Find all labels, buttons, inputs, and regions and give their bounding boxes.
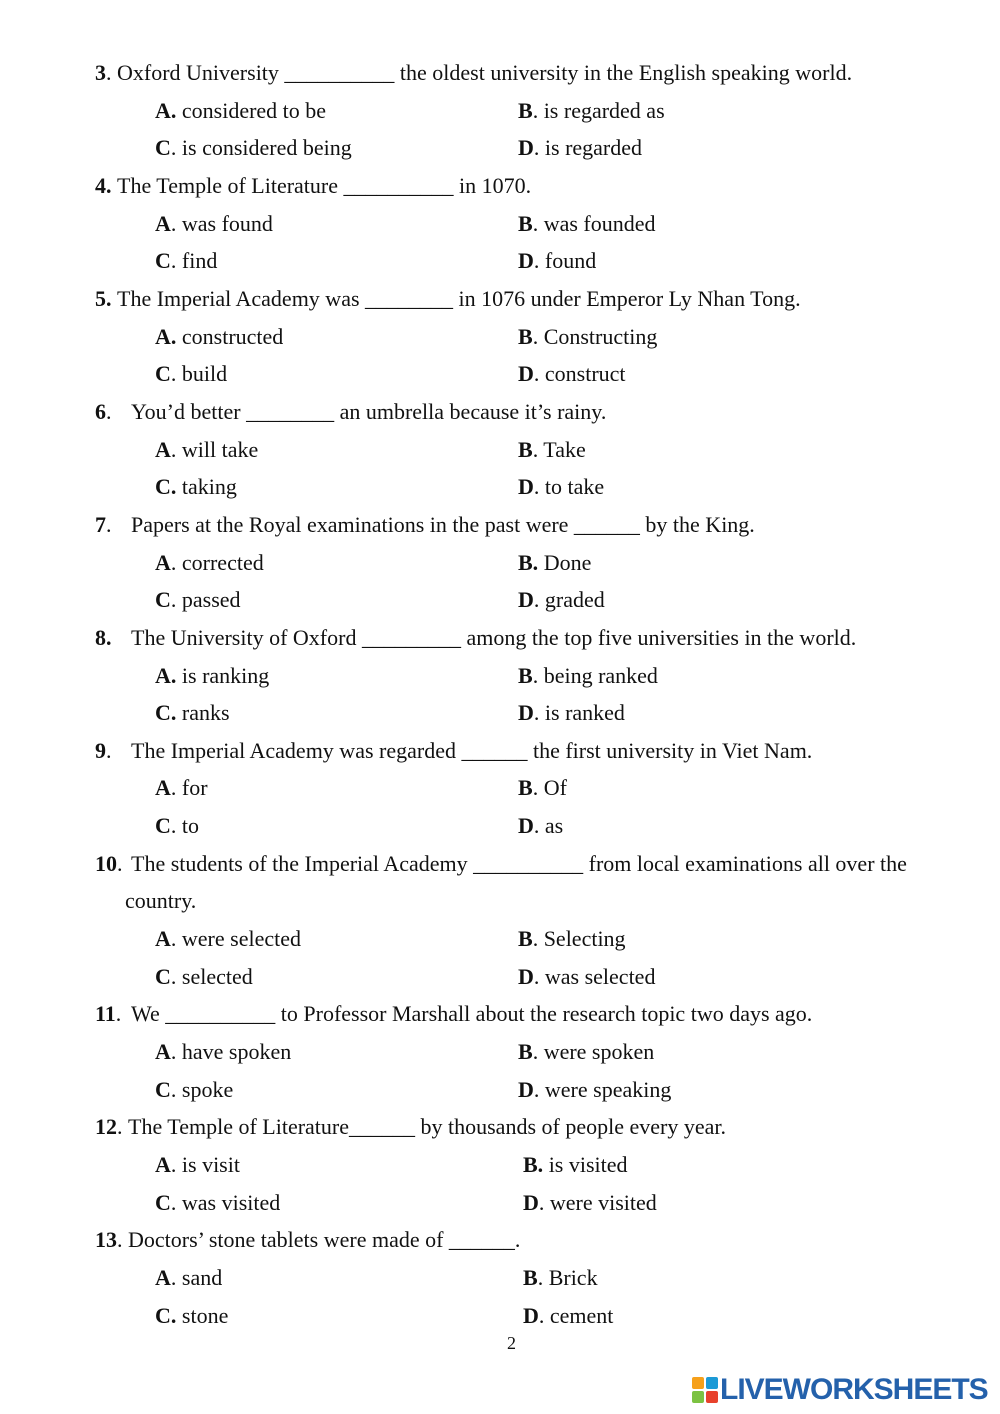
option-a xyxy=(155,318,283,356)
option-c xyxy=(155,958,253,996)
question-number-main: 11 xyxy=(95,1001,116,1027)
question-9 xyxy=(95,732,975,845)
option-label: D xyxy=(518,587,534,613)
option-label: B xyxy=(518,926,533,952)
option-label: A xyxy=(155,1039,171,1065)
option-a xyxy=(155,657,269,695)
option-a xyxy=(155,92,326,130)
option-text: . will take xyxy=(170,436,259,462)
option-label: C xyxy=(155,1189,171,1215)
question-stem: Doctors’ stone tablets were made of ______. xyxy=(128,1227,521,1253)
option-text: . cement xyxy=(538,1302,614,1328)
option-text: . is visit xyxy=(170,1152,240,1178)
option-d xyxy=(518,242,596,280)
option-row-ab xyxy=(95,1033,975,1071)
question-number xyxy=(95,1108,123,1146)
question-stem: The University of Oxford _________ among the top five universities in the world. xyxy=(131,624,857,650)
option-text: . were selected xyxy=(170,926,301,952)
option-c xyxy=(155,694,230,732)
question-number-main: 13 xyxy=(95,1227,117,1253)
option-label: B xyxy=(518,323,533,349)
question-number xyxy=(95,506,131,544)
question-stem: The Temple of Literature __________ in 1070. xyxy=(117,172,532,198)
liveworksheets-logo-icon xyxy=(692,1377,718,1403)
option-label: D xyxy=(523,1189,539,1215)
option-text: . Selecting xyxy=(532,926,626,952)
option-d xyxy=(518,807,563,845)
option-label: C. xyxy=(155,474,177,500)
question-number xyxy=(95,619,131,657)
question-number-main: 5. xyxy=(95,285,112,311)
option-label: D xyxy=(518,1076,534,1102)
option-text: . Brick xyxy=(537,1265,598,1290)
option-text: . selected xyxy=(170,963,253,989)
option-c xyxy=(155,1184,280,1222)
option-a xyxy=(155,769,208,807)
option-label: A xyxy=(155,210,171,236)
option-d xyxy=(518,129,642,167)
option-row-ab xyxy=(95,1146,975,1184)
option-text: . was found xyxy=(170,210,273,236)
option-row-ab xyxy=(95,92,975,130)
question-number-sep: . xyxy=(106,60,112,85)
option-text: . were spoken xyxy=(532,1039,655,1065)
option-label: D xyxy=(518,361,534,387)
option-b xyxy=(518,92,665,130)
question-stem-line xyxy=(95,54,975,92)
question-stem-line xyxy=(95,167,975,205)
question-10 xyxy=(95,845,975,996)
option-text: . corrected xyxy=(170,549,264,575)
option-b xyxy=(518,1033,654,1071)
option-text: is visited xyxy=(543,1152,628,1178)
question-stem-line xyxy=(95,280,975,318)
option-c xyxy=(155,355,227,393)
option-label: C xyxy=(155,1076,171,1102)
option-label: B xyxy=(523,1265,538,1290)
question-number xyxy=(95,995,131,1033)
logo-icon-square xyxy=(706,1377,718,1389)
question-number-main: 4. xyxy=(95,172,112,198)
question-number xyxy=(95,845,131,883)
question-stem: Oxford University __________ the oldest university in the English speaking world. xyxy=(117,60,853,85)
option-row-cd xyxy=(95,807,975,845)
question-number-sep: . xyxy=(115,1001,122,1027)
option-text: . was selected xyxy=(533,963,656,989)
question-stem-line xyxy=(95,393,975,431)
option-label: A xyxy=(155,1152,171,1178)
question-number-sep: . xyxy=(106,737,112,763)
option-text: . have spoken xyxy=(170,1039,292,1065)
question-stem: The students of the Imperial Academy __________ from local examinations all over the xyxy=(131,850,907,876)
option-c xyxy=(155,468,237,506)
question-3 xyxy=(95,54,975,167)
option-text: . was founded xyxy=(532,210,656,236)
option-b xyxy=(518,657,658,695)
option-row-cd xyxy=(95,468,975,506)
option-text: . graded xyxy=(533,587,605,613)
option-d xyxy=(518,581,605,619)
option-text: . is considered being xyxy=(170,135,352,161)
question-number-sep: . xyxy=(106,398,112,424)
option-d xyxy=(523,1297,613,1335)
option-row-cd xyxy=(95,242,975,280)
question-stem-line xyxy=(95,1221,975,1259)
option-text: . were visited xyxy=(538,1189,657,1215)
option-row-cd xyxy=(95,355,975,393)
option-row-cd xyxy=(95,1071,975,1109)
option-d xyxy=(518,1071,671,1109)
option-row-cd xyxy=(95,581,975,619)
option-text: . for xyxy=(170,775,208,801)
option-c xyxy=(155,129,352,167)
question-11 xyxy=(95,995,975,1108)
option-row-cd xyxy=(95,958,975,996)
option-label: B. xyxy=(523,1152,544,1178)
question-stem: Papers at the Royal examinations in the past were ______ by the King. xyxy=(131,511,755,537)
option-text: . sand xyxy=(170,1265,223,1290)
option-b xyxy=(518,920,626,958)
option-row-cd xyxy=(95,129,975,167)
option-label: B xyxy=(518,1039,533,1065)
option-b xyxy=(518,318,657,356)
option-row-ab xyxy=(95,769,975,807)
question-number xyxy=(95,167,112,205)
option-text: . Constructing xyxy=(532,323,658,349)
option-label: A xyxy=(155,926,171,952)
option-text: . Of xyxy=(532,775,567,801)
question-number-main: 8. xyxy=(95,624,112,650)
option-label: A xyxy=(155,1265,171,1290)
question-12 xyxy=(95,1108,975,1221)
option-text: . is ranked xyxy=(533,700,625,726)
option-row-cd xyxy=(95,1184,975,1222)
question-5 xyxy=(95,280,975,393)
option-text: is ranking xyxy=(176,662,270,688)
question-stem: The Imperial Academy was regarded ______ the first university in Viet Nam. xyxy=(131,737,813,763)
question-stem-line xyxy=(95,506,975,544)
option-d xyxy=(518,958,655,996)
question-stem-line xyxy=(95,995,975,1033)
question-stem-line xyxy=(95,1108,975,1146)
question-number xyxy=(95,54,112,92)
option-text: considered to be xyxy=(176,97,327,123)
option-b xyxy=(518,544,591,582)
option-text: . Take xyxy=(532,436,586,462)
question-number-main: 3 xyxy=(95,60,106,85)
option-text: . found xyxy=(533,248,597,274)
option-text: stone xyxy=(176,1302,229,1328)
option-a xyxy=(155,431,258,469)
option-label: C xyxy=(155,813,171,839)
option-row-cd xyxy=(95,694,975,732)
option-label: C. xyxy=(155,700,177,726)
option-a xyxy=(155,920,301,958)
option-label: A xyxy=(155,549,171,575)
option-label: D xyxy=(518,963,534,989)
option-b xyxy=(523,1259,598,1297)
logo-icon-square xyxy=(692,1391,704,1403)
option-row-ab xyxy=(95,1259,975,1297)
option-row-ab xyxy=(95,318,975,356)
option-a xyxy=(155,1146,240,1184)
option-c xyxy=(155,1297,228,1335)
question-number-main: 12 xyxy=(95,1114,117,1140)
option-c xyxy=(155,807,199,845)
option-text: . being ranked xyxy=(532,662,658,688)
option-a xyxy=(155,1033,291,1071)
option-label: A xyxy=(155,775,171,801)
option-text: . as xyxy=(533,813,564,839)
question-stem: You’d better ________ an umbrella because it’s rainy. xyxy=(131,398,607,424)
question-stem-line xyxy=(95,732,975,770)
option-b xyxy=(518,769,567,807)
question-number-sep: . xyxy=(106,511,112,537)
option-row-ab xyxy=(95,920,975,958)
option-b xyxy=(523,1146,628,1184)
question-stem-line xyxy=(95,619,975,657)
option-row-ab xyxy=(95,205,975,243)
option-row-ab xyxy=(95,431,975,469)
option-a xyxy=(155,1259,222,1297)
question-number-sep: . xyxy=(117,1114,123,1140)
option-row-cd xyxy=(95,1297,975,1335)
option-d xyxy=(523,1184,657,1222)
option-text: . spoke xyxy=(170,1076,234,1102)
option-label: D xyxy=(518,248,534,274)
question-number-main: 6 xyxy=(95,398,106,424)
option-label: C. xyxy=(155,1302,177,1328)
option-label: C xyxy=(155,135,171,161)
question-number xyxy=(95,732,131,770)
question-stem-continuation: country. xyxy=(125,888,197,914)
option-label: C xyxy=(155,248,171,274)
question-4 xyxy=(95,167,975,280)
option-text: . to xyxy=(170,813,200,839)
option-text: constructed xyxy=(176,323,284,349)
option-label: B xyxy=(518,97,533,123)
worksheet-content xyxy=(95,54,975,1334)
option-d xyxy=(518,355,626,393)
question-7 xyxy=(95,506,975,619)
question-number xyxy=(95,393,131,431)
option-text: . was visited xyxy=(170,1189,281,1215)
option-text: Done xyxy=(538,549,592,575)
option-label: D xyxy=(518,474,534,500)
option-label: A. xyxy=(155,97,177,123)
option-label: B xyxy=(518,662,533,688)
option-c xyxy=(155,1071,233,1109)
page-number: 2 xyxy=(507,1333,516,1353)
option-b xyxy=(518,205,656,243)
option-d xyxy=(518,694,625,732)
question-stem-line xyxy=(95,845,975,883)
question-6 xyxy=(95,393,975,506)
option-label: B xyxy=(518,436,533,462)
option-label: B xyxy=(518,775,533,801)
logo-text: LIVEWORKSHEETS xyxy=(720,1373,988,1406)
option-label: D xyxy=(518,135,534,161)
question-number-main: 10 xyxy=(95,850,117,876)
option-label: A. xyxy=(155,323,177,349)
question-13 xyxy=(95,1221,975,1334)
option-text: . were speaking xyxy=(533,1076,672,1102)
liveworksheets-logo xyxy=(692,1375,988,1405)
option-label: B. xyxy=(518,549,539,575)
option-label: D xyxy=(523,1302,539,1328)
option-text: . passed xyxy=(170,587,241,613)
question-number-main: 9 xyxy=(95,737,106,763)
option-text: taking xyxy=(176,474,237,500)
option-label: C xyxy=(155,587,171,613)
option-d xyxy=(518,468,604,506)
option-text: . construct xyxy=(533,361,626,387)
question-stem: The Imperial Academy was ________ in 1076 under Emperor Ly Nhan Tong. xyxy=(117,285,801,311)
question-number-main: 7 xyxy=(95,511,106,537)
question-number xyxy=(95,280,112,318)
option-row-ab xyxy=(95,657,975,695)
option-text: ranks xyxy=(176,700,230,726)
option-label: C xyxy=(155,361,171,387)
question-number-sep: . xyxy=(117,1227,123,1253)
option-b xyxy=(518,431,586,469)
option-label: B xyxy=(518,210,533,236)
option-text: . is regarded as xyxy=(532,97,665,123)
option-label: A xyxy=(155,436,171,462)
option-row-ab xyxy=(95,544,975,582)
logo-icon-square xyxy=(706,1391,718,1403)
option-text: . is regarded xyxy=(533,135,643,161)
option-c xyxy=(155,581,241,619)
option-a xyxy=(155,544,264,582)
question-stem: We __________ to Professor Marshall about the research topic two days ago. xyxy=(131,1001,813,1027)
logo-icon-square xyxy=(692,1377,704,1389)
question-8 xyxy=(95,619,975,732)
option-text: . to take xyxy=(533,474,605,500)
option-label: C xyxy=(155,963,171,989)
option-label: A. xyxy=(155,662,177,688)
option-text: . find xyxy=(170,248,218,274)
question-number-sep: . xyxy=(117,850,123,876)
option-label: D xyxy=(518,700,534,726)
option-label: D xyxy=(518,813,534,839)
option-a xyxy=(155,205,273,243)
question-number xyxy=(95,1221,123,1259)
option-text: . build xyxy=(170,361,228,387)
option-c xyxy=(155,242,217,280)
question-stem: The Temple of Literature______ by thousands of people every year. xyxy=(128,1114,726,1140)
